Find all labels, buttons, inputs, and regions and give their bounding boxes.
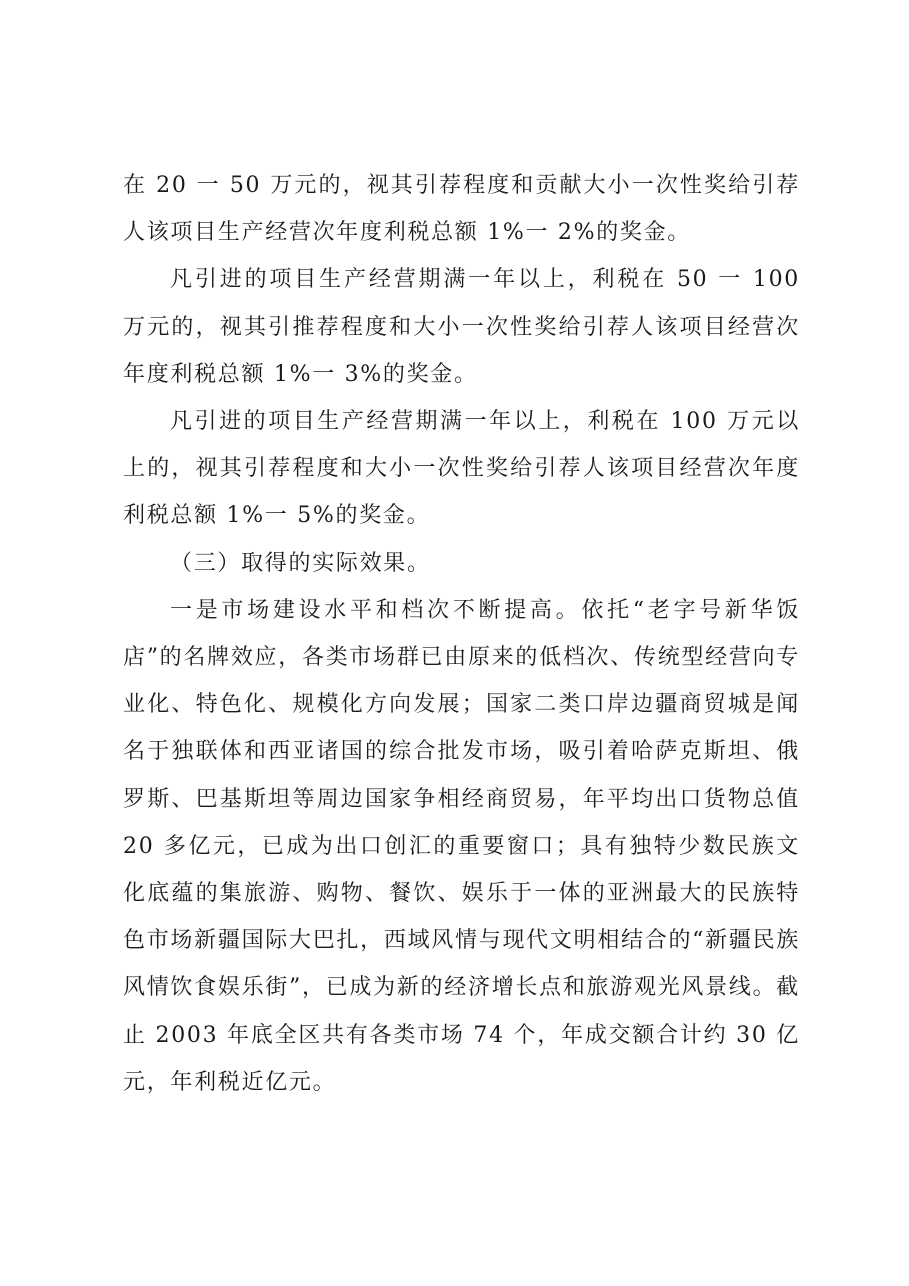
section-heading-results: （三）取得的实际效果。 [170, 550, 431, 576]
paragraph-reward-20-50: 在 20 一 50 万元的，视其引荐程度和贡献大小一次性奖给引荐人该项目生产经营次年度利税总额 1%一 2%的奖金。 [123, 173, 800, 246]
paragraph-reward-50-100: 凡引进的项目生产经营期满一年以上，利税在 50 一 100 万元的，视其引推荐程度和大小一次性奖给引荐人该项目经营次年度利税总额 1%一 3%的奖金。 [123, 267, 800, 387]
document-page [123, 162, 800, 1106]
paragraph-reward-100-plus: 凡引进的项目生产经营期满一年以上，利税在 100 万元以上的，视其引荐程度和大小一次性奖给引荐人该项目经营次年度利税总额 1%一 5%的奖金。 [123, 409, 800, 529]
paragraph-market-development: 一是市场建设水平和档次不断提高。依托“老字号新华饭店”的名牌效应，各类市场群已由原来的低档次、传统型经营向专业化、特色化、规模化方向发展；国家二类口岸边疆商贸城是闻名于独联体和西亚诸国的综合批发市场，吸引着哈萨克斯坦、俄罗斯、巴基斯坦等周边国家争相经商贸易，年平均出口货物总值 20 多亿元，已成为出口创汇的重要窗口；具有独特少数民族文化底蕴的集旅游、购物、餐饮、娱乐于一体的亚洲最大的民族特色市场新疆国际大巴扎，西域风情与现代文明相结合的“新疆民族风情饮食娱乐街”，已成为新的经济增长点和旅游观光风景线。截止 2003 年底全区共有各类市场 74 个，年成交额合计约 30 亿元，年利税近亿元。 [123, 597, 800, 1095]
